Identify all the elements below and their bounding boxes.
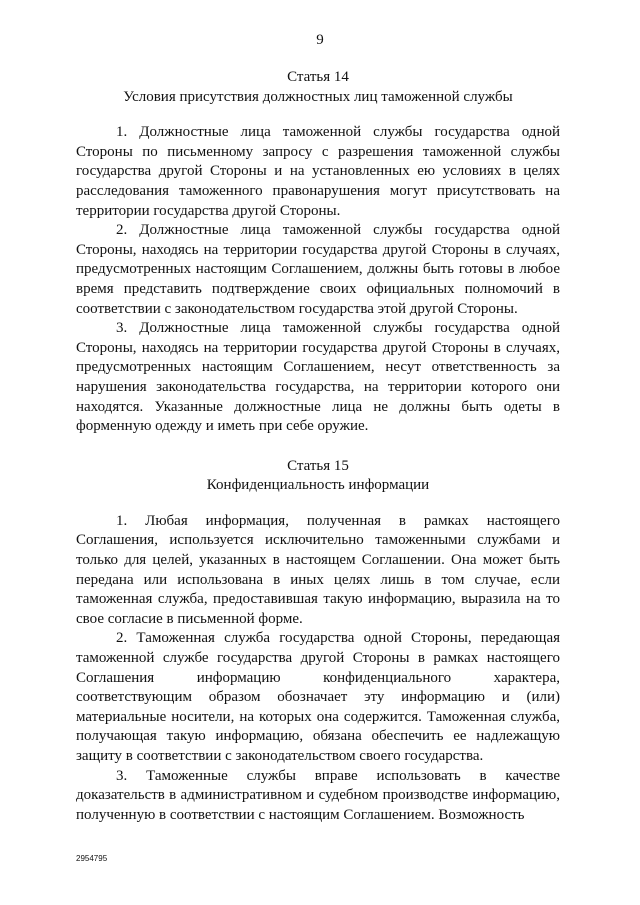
paragraph: 1. Должностные лица таможенной службы государства одной Стороны по письменному запросу с разрешения таможенной службы государства другой Стороны и на установленных ею условиях в целях расследования таможенного правонарушения могут присутствовать на территории государства другой Стороны.	[76, 124, 560, 219]
article-14	[76, 68, 560, 437]
document-body	[76, 68, 560, 825]
section-gap	[76, 437, 560, 457]
article-title: Статья 15	[287, 457, 349, 474]
article-title: Статья 14	[287, 69, 349, 85]
paragraph: 2. Должностные лица таможенной службы государства одной Стороны, находясь на территории государства другой Стороны в случаях, предусмотренных настоящим Соглашением, должны быть готовы в любое время представить подтверждение своих официальных полномочий в соответствии с законодательством государства этой другой Стороны.	[76, 222, 560, 317]
paragraph: 2. Таможенная служба государства одной Стороны, передающая таможенной службе государства другой Стороны в рамках настоящего Соглашения информацию конфиденциального характера, соответствующим образом обозначает эту информацию и (или) материальные носители, на которых она содержится. Таможенная служба, получающая такую информацию, обязана обеспечить ее надлежащую защиту в соответствии с законодательством своего государства.	[76, 630, 560, 764]
article-heading: Конфиденциальность информации	[206, 477, 430, 494]
article-heading: Условия присутствия должностных лиц таможенной службы	[123, 88, 513, 105]
paragraph: 3. Должностные лица таможенной службы государства одной Стороны, находясь на территории государства другой Стороны в случаях, предусмотренных настоящим Соглашением, несут ответственность за нарушения законодательства государства, на территории которого они находятся. Указанные должностные лица не должны быть одеты в форменную одежду и иметь при себе оружие.	[76, 320, 560, 435]
document-code: 2954795	[76, 854, 108, 863]
article-15	[76, 457, 560, 826]
page-number: 9	[316, 32, 324, 48]
paragraph: 1. Любая информация, полученная в рамках настоящего Соглашения, используется исключительно таможенными службами и только для целей, указанных в настоящем Соглашении. Она может быть передана или использована в иных целях лишь в том случае, если таможенная служба, предоставившая такую информацию, выразила на то свое согласие в письменной форме.	[76, 512, 560, 627]
paragraph: 3. Таможенные службы вправе использовать в качестве доказательств в административном и судебном производстве информацию, полученную в соответствии с настоящим Соглашением. Возможность	[76, 767, 560, 823]
